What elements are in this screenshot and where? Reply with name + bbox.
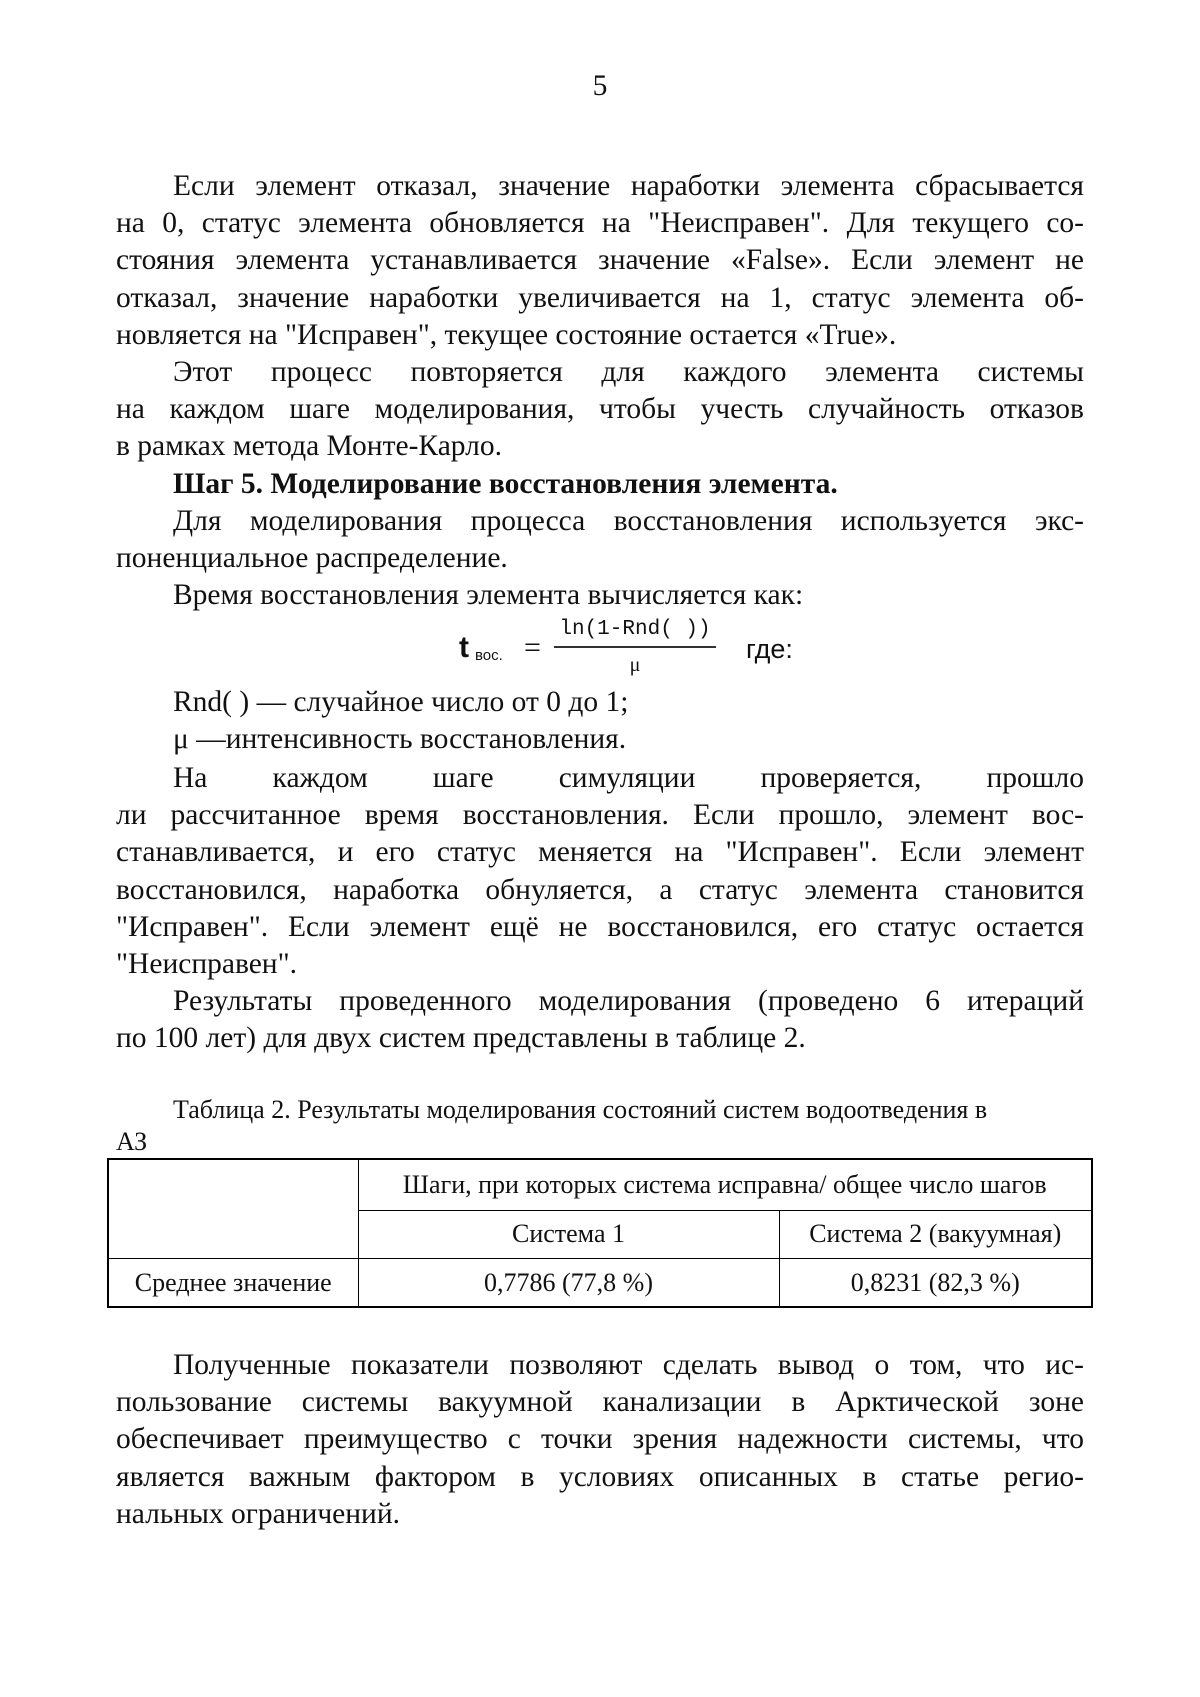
- formula-definitions: [116, 684, 1084, 758]
- text-line: в рамках метода Монте-Карло.: [116, 430, 502, 463]
- table-group-header: Шаги, при которых система исправна/ общее число шагов: [358, 1159, 1092, 1210]
- fraction-bar: [554, 646, 716, 648]
- text-line: новляется на "Исправен", текущее состояние остается «True».: [116, 318, 897, 351]
- paragraph-results-intro: [116, 983, 1084, 1057]
- text-line: стояния элемента устанавливается значение «False». Если элемент не: [116, 244, 1084, 277]
- table-header-row: [108, 1159, 1092, 1210]
- text-line: "Исправен". Если элемент ещё не восстановился, его статус остается: [116, 910, 1084, 943]
- caption-line: Таблица 2. Результаты моделирования состояний систем водоотведения в: [173, 1095, 988, 1124]
- formula-subscript: вос.: [475, 647, 503, 664]
- table-row: [108, 1259, 1092, 1308]
- paragraph-simulation-check: [116, 760, 1084, 983]
- table-corner-cell: [108, 1159, 358, 1259]
- formula-equals-sign: =: [524, 631, 541, 664]
- text-line: пользование системы вакуумной канализации в Арктической зоне: [116, 1386, 1084, 1419]
- text-line: Если элемент отказал, значение наработки элемента сбрасывается: [173, 170, 1084, 202]
- text-line: является важным фактором в условиях описанных в статье регио-: [116, 1460, 1084, 1493]
- formula-symbol: t: [459, 631, 469, 664]
- column-header-system-2: Система 2 (вакуумная): [779, 1210, 1092, 1259]
- formula-denominator: μ: [629, 654, 641, 676]
- section-heading-step-5: [116, 466, 1084, 503]
- paragraph-formula-intro: [116, 577, 1084, 614]
- table-caption: [116, 1094, 1084, 1159]
- page-number: 5: [592, 70, 608, 102]
- definition-rnd: Rnd( ) — случайное число от 0 до 1;: [173, 686, 629, 718]
- paragraph-exponential-distribution: [116, 503, 1084, 577]
- recovery-time-formula: [116, 613, 1084, 684]
- paragraph-element-failure: [116, 168, 1084, 354]
- text-line: по 100 лет) для двух систем представлены в таблице 2.: [116, 1022, 806, 1055]
- text-line: восстановился, наработка обнуляется, а статус элемента становится: [116, 873, 1084, 906]
- text-line: на каждом шаге моделирования, чтобы учесть случайность отказов: [116, 393, 1084, 426]
- definition-mu: μ —интенсивность восстановления.: [173, 723, 627, 756]
- paragraph-monte-carlo: [116, 354, 1084, 466]
- text-line: на 0, статус элемента обновляется на "Неисправен". Для текущего со-: [116, 207, 1084, 240]
- table-cell: 0,7786 (77,8 %): [358, 1259, 779, 1308]
- text-line: Результаты проведенного моделирования (проведено 6 итераций: [173, 985, 1084, 1017]
- text-line: Этот процесс повторяется для каждого элемента системы: [173, 356, 1084, 388]
- row-label: Среднее значение: [108, 1259, 358, 1308]
- text-line: обеспечивает преимущество с точки зрения надежности системы, что: [116, 1423, 1084, 1456]
- text-line: поненциальное распределение.: [116, 542, 508, 575]
- text-line: ли рассчитанное время восстановления. Если прошло, элемент вос-: [116, 799, 1084, 832]
- text-line: Для моделирования процесса восстановления используется экс-: [173, 505, 1084, 537]
- results-table: [107, 1158, 1093, 1308]
- caption-line: АЗ: [116, 1127, 148, 1157]
- text-line: станавливается, и его статус меняется на "Исправен". Если элемент: [116, 836, 1084, 869]
- text-line: Время восстановления элемента вычисляется как:: [173, 579, 804, 611]
- text-line: На каждом шаге симуляции проверяется, прошло: [173, 762, 1084, 794]
- heading-text: Шаг 5. Моделирование восстановления элемента.: [173, 468, 838, 500]
- text-line: "Неисправен".: [116, 947, 298, 980]
- paragraph-conclusion: [116, 1347, 1084, 1533]
- formula-trailing-text: где:: [746, 634, 793, 664]
- text-line: Полученные показатели позволяют сделать вывод о том, что ис-: [173, 1349, 1084, 1381]
- formula-numerator: ln(1-Rnd( )): [559, 618, 711, 641]
- column-header-system-1: Система 1: [358, 1210, 779, 1259]
- table-cell: 0,8231 (82,3 %): [779, 1259, 1092, 1308]
- text-line: отказал, значение наработки увеличивается на 1, статус элемента об-: [116, 281, 1084, 314]
- text-line: нальных ограничений.: [116, 1497, 400, 1530]
